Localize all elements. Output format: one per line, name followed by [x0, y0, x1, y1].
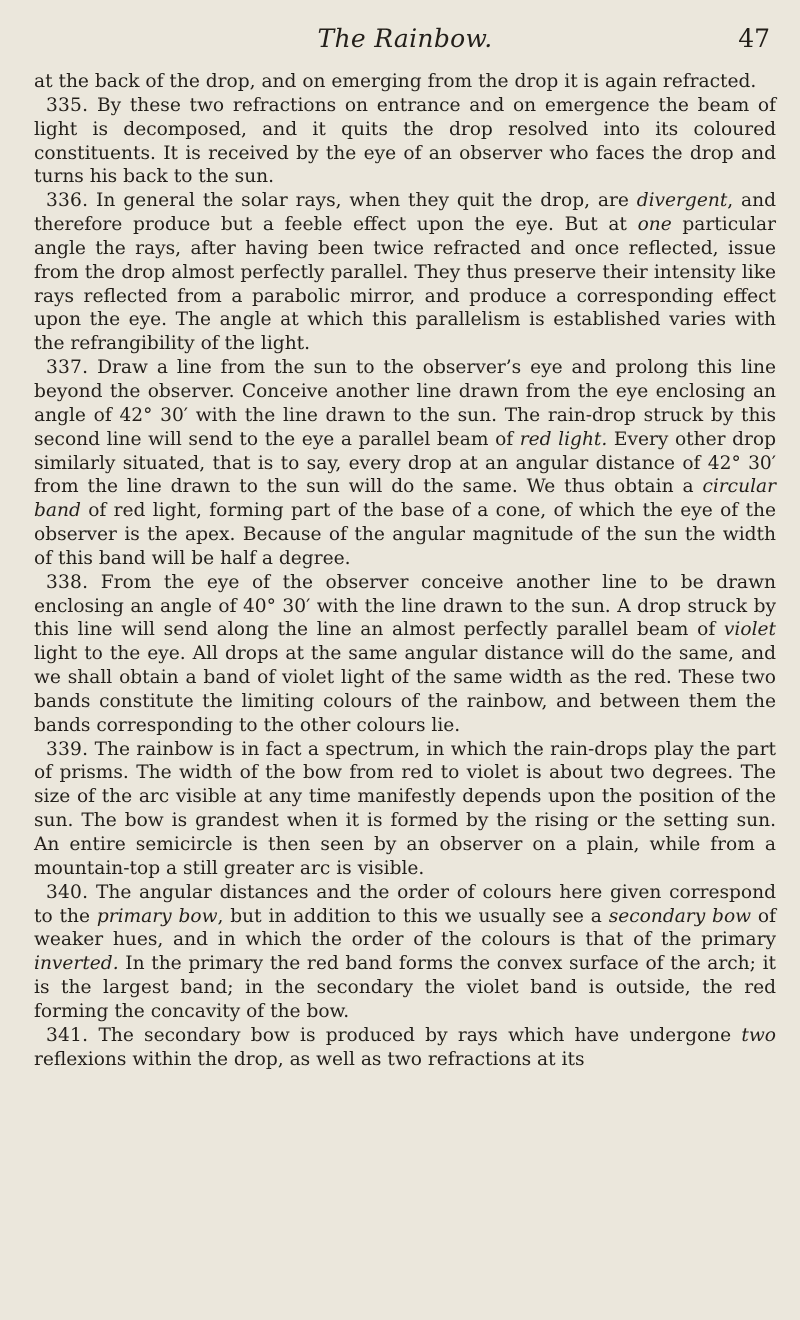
paragraph-number: 336. — [46, 190, 89, 212]
paragraph-text: From the eye of the observer conceive another line to be drawn enclosing an angle of 40° 30′ with the line drawn to the sun. A drop struck by this line will send along the line an almost perfectly parallel beam of — [34, 571, 776, 641]
paragraph-text: The secondary bow is produced by rays which have undergone — [98, 1024, 742, 1046]
paragraph-341 — [34, 1024, 776, 1072]
paragraph-338 — [34, 571, 776, 738]
italic-term: violet — [723, 619, 776, 641]
italic-term: two — [741, 1024, 776, 1046]
paragraph-text: , but in addition to this we usually see a — [217, 905, 609, 927]
italic-term: divergent — [636, 190, 728, 212]
italic-term: secondary bow — [608, 905, 752, 927]
paragraph-number: 339. — [46, 738, 89, 760]
paragraph-text: By these two refractions on entrance and on emergence the beam of light is decomposed, and it quits the drop resolved into its coloured constituents. It is received by the eye of an observer who faces the drop and turns his back to the sun. — [34, 94, 776, 188]
paragraph-text: In the primary the red band forms the convex surface of the arch; it is the largest band; in the secondary the violet band is outside, the red forming the concavity of the bow. — [34, 953, 776, 1022]
paragraph-number: 335. — [46, 94, 89, 116]
paragraph-335 — [34, 94, 776, 189]
paragraph-337 — [34, 356, 776, 571]
italic-term: red light. — [519, 428, 608, 450]
paragraph-number: 338. — [46, 571, 89, 593]
page-number: 47 — [738, 24, 770, 53]
paragraph-336 — [34, 189, 776, 356]
paragraph-continuation — [34, 70, 776, 94]
paragraph-number: 341. — [46, 1024, 89, 1046]
running-title: The Rainbow. — [317, 24, 493, 53]
paragraph-text: reflexions within the drop, as well as two refractions at its — [34, 1048, 585, 1070]
italic-term: inverted. — [34, 953, 119, 975]
paragraph-text: The angular distances and the order of colours here given correspond to the — [34, 881, 776, 927]
paragraph-text: Draw a line from the sun to the observer’s eye and prolong this line beyond the observer. Conceive another line drawn from the eye enclosing an angle of 42° 30′ with the line drawn to the sun. The rain-drop struck by this second line will send to the eye a parallel beam of — [34, 357, 776, 450]
paragraph-text: Every other drop similarly situated, that is to say, every drop at an angular distance of 42° 30′ from the line drawn to the sun will do the same. We thus obtain a — [34, 428, 776, 498]
paragraph-text: The rainbow is in fact a spectrum, in which the rain-drops play the part of prisms. The width of the bow from red to violet is about two degrees. The size of the arc visible at any time manifestly depends upon the position of the sun. The bow is grandest when it is formed by the rising or the setting sun. An entire semicircle is then seen by an observer on a plain, while from a mountain-top a still greater arc is visible. — [34, 738, 776, 879]
paragraph-text: of weaker hues, and in which the order of the colours is that of the primary — [34, 905, 776, 951]
paragraph-339 — [34, 738, 776, 881]
paragraph-340 — [34, 881, 776, 1024]
paragraph-text: light to the eye. All drops at the same angular distance will do the same, and we shall obtain a band of violet light of the same width as the red. These two bands constitute the limiting colours of the rainbow, and between them the bands corresponding to the other colours lie. — [34, 643, 776, 736]
paragraph-text: In general the solar rays, when they quit the drop, are — [96, 190, 637, 212]
italic-term: circular band — [34, 476, 776, 522]
italic-term: primary bow — [96, 905, 218, 927]
paragraph-number: 340. — [46, 881, 89, 903]
paragraph-text: , and therefore produce but a feeble effect upon the eye. But at — [34, 190, 776, 236]
paragraph-text: of red light, forming part of the base of a cone, of which the eye of the observer is the apex. Because of the angular magnitude of the sun the width of this band will be half a degree. — [34, 500, 776, 569]
paragraph-text: at the back of the drop, and on emerging from the drop it is again refracted. — [34, 71, 757, 92]
page-header — [34, 14, 776, 70]
italic-term: one — [637, 214, 672, 236]
body-text — [34, 70, 776, 1071]
paragraph-text: particular angle the rays, after having been twice refracted and once reflected, issue from the drop almost perfectly parallel. They thus preserve their intensity like rays reflected from a parabolic mirror, and produce a corresponding effect upon the eye. The angle at which this parallelism is established varies with the refrangibility of the light. — [34, 214, 776, 355]
paragraph-number: 337. — [46, 357, 89, 379]
